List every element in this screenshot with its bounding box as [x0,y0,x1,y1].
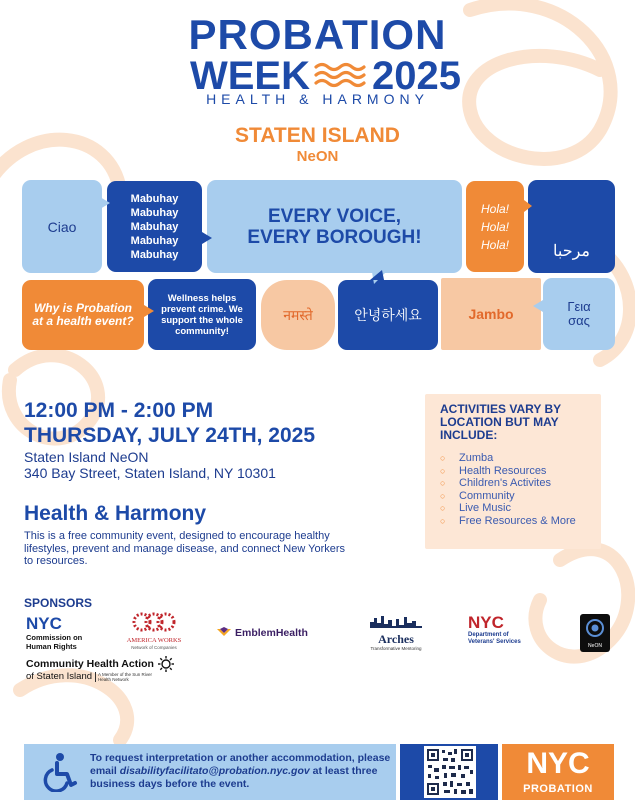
cha-line1: Community Health Action [26,658,154,670]
nyc-probation-mark: NYC [526,747,590,780]
accommodation-text-1: To request interpretation or another accommodation, please email [90,752,391,777]
skyline-icon [368,614,424,628]
activity-label: Zumba [459,452,494,464]
bullet-icon: ○ [440,515,446,526]
community-health-action-logo [26,658,176,694]
sponsors-heading: SPONSORS [24,596,93,610]
list-item [440,515,600,528]
america-works-name: AMERICA WORKS [126,637,182,644]
every-voice-line2: EVERY BOROUGH! [247,226,422,248]
accommodation-text-2: at least three business days before the event. [90,765,378,790]
bullet-icon: ○ [440,490,446,501]
geia-line2: σας [568,313,590,328]
neon-name: NeON [588,643,602,649]
event-title: PROBATION [188,11,447,58]
list-item [440,465,600,478]
bullet-icon: ○ [440,465,446,476]
geia-line1: Γεια [567,299,591,314]
activities-list [440,452,600,527]
mabuhay-line: Mabuhay [130,206,179,219]
neon-eye-icon [585,618,605,638]
arches-sub: Transformative Mentoring [370,646,422,651]
wellness-text: Wellness helps prevent crime. We support the whole community! [161,292,243,337]
annyeong-text: 안녕하세요 [354,307,422,323]
list-item [440,490,600,503]
event-time: 12:00 PM - 2:00 PM [24,399,214,422]
america-works-logo [122,612,186,654]
nyc-chr-line2: Human Rights [26,642,77,651]
nyc-probation-label: PROBATION [523,783,593,795]
nyc-chr-line1: Commission on [26,633,83,642]
event-title-week: WEEK [190,54,310,98]
annyeong-tail [370,270,384,280]
every-voice-line1: EVERY VOICE, [267,205,402,227]
nyc-vets-line1: Department of [468,632,509,638]
mabuhay-line: Mabuhay [130,234,179,247]
nyc-vets-line2: Veterans' Services [468,639,521,645]
hola-line: Hola! [480,237,509,252]
hola-tail [524,200,532,212]
mabuhay-line: Mabuhay [130,220,179,233]
cha-member: A Member of the Sun River Health Network [95,672,153,682]
activities-title: ACTIVITIES VARY BY LOCATION BUT MAY INCLUDE: [440,402,561,442]
arches-logo [366,614,426,654]
location-title: STATEN ISLAND [235,124,400,147]
bullet-icon: ○ [440,503,446,513]
geia-tail [533,300,543,312]
location-subtitle: NeON [296,148,339,165]
mabuhay-tail [202,232,212,244]
nyc-mark: NYC [26,614,62,633]
activity-label: Free Resources & More [459,514,576,527]
america-works-sub: Network of Companies [131,645,177,650]
marhaba-text: مرحبا [553,243,590,260]
bullet-icon: ○ [440,453,446,463]
jambo-text: Jambo [468,306,514,322]
nyc-veterans-logo [468,614,534,654]
list-item [440,502,600,515]
cha-line2: of Staten Island [26,671,93,682]
arches-name: Arches [378,632,414,646]
emblemhealth-name: EmblemHealth [235,627,308,639]
mabuhay-line: Mabuhay [130,248,179,261]
list-item [440,477,600,490]
nyc-human-rights-logo [26,615,116,655]
nyc-vets-mark: NYC [468,613,504,632]
event-address: 340 Bay Street, Staten Island, NY 10301 [24,465,276,481]
activity-label: Children's Activites [459,477,551,489]
event-date: THURSDAY, JULY 24TH, 2025 [24,424,316,447]
accessibility-icon [40,752,78,792]
neon-logo [580,614,610,652]
cha-row [26,671,176,683]
sun-icon [158,656,174,672]
emblemhealth-logo [216,624,328,642]
health-harmony-body: This is a free community event, designed to encourage healthy lifestyles, prevent and manage disease, and connect New Yorkers to resources. [24,530,346,567]
namaste-text: नमस्ते [283,306,313,323]
list-item [440,452,600,465]
activity-label: Live Music [459,502,511,514]
qr-code-icon[interactable] [424,746,476,798]
bullet-icon: ○ [440,478,446,488]
emblem-icon [216,626,232,640]
activity-label: Health Resources [459,464,547,477]
why-probation-text: Why is Probation at a health event? [32,301,134,328]
health-harmony-title: Health & Harmony [24,502,207,525]
why-tail [144,305,154,317]
ciao-tail [100,197,110,209]
america-works-gears-icon [130,612,178,632]
hola-line: Hola! [480,201,509,216]
accommodation-text [90,752,392,791]
hola-line: Hola! [480,219,509,234]
event-venue: Staten Island NeON [24,449,149,465]
tile-ciao-text: Ciao [47,218,77,235]
accommodation-email-link[interactable]: disabilityfacilitato@probation.nyc.gov [119,765,310,777]
event-year: 2025 [372,54,461,98]
activity-label: Community [459,489,515,502]
event-subtitle: HEALTH & HARMONY [206,91,429,107]
mabuhay-line: Mabuhay [130,192,179,205]
bubble-tails [0,0,635,400]
